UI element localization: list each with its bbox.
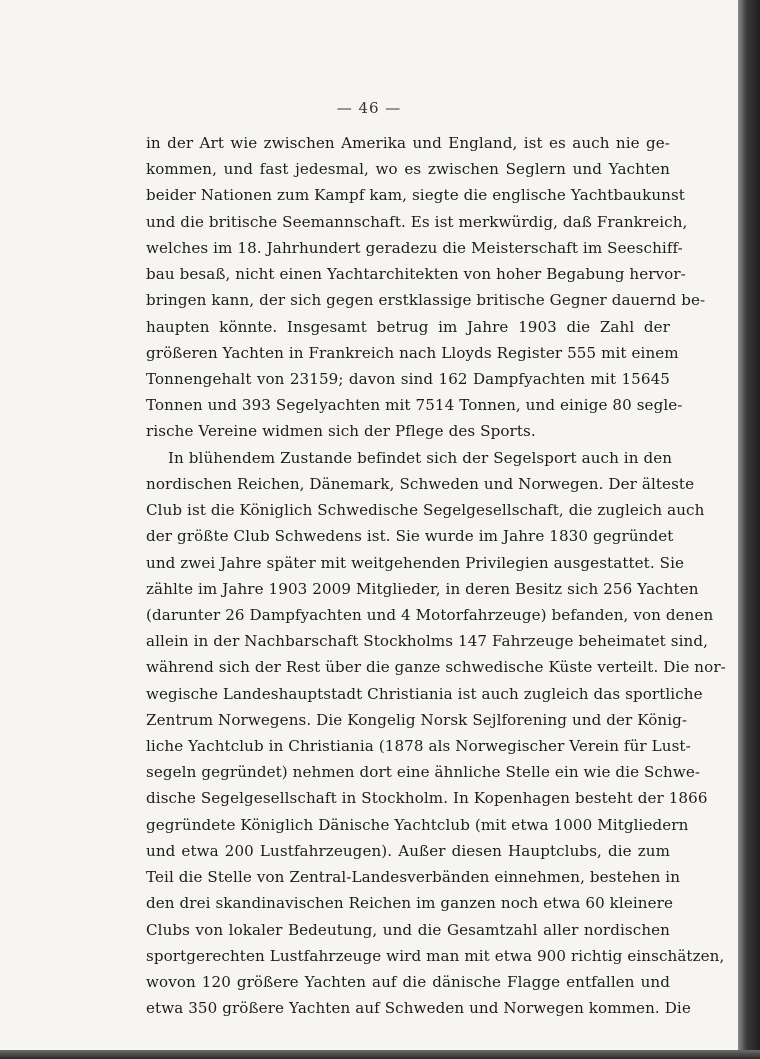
text-line: während sich der Rest über die ganze schwedische Küste verteilt. Die nor- <box>146 658 726 677</box>
text-line: größeren Yachten in Frankreich nach Lloyds Register 555 mit einem <box>146 343 679 362</box>
text-line: liche Yachtclub in Christiania (1878 als Norwegischer Verein für Lust- <box>146 737 691 756</box>
text-line: Clubs von lokaler Bedeutung, und die Gesamtzahl aller nordischen <box>146 920 670 939</box>
body-text <box>146 130 726 1021</box>
text-line: in der Art wie zwischen Amerika und England, ist es auch nie ge- <box>146 134 670 152</box>
text-line: wovon 120 größere Yachten auf die dänische Flagge entfallen und <box>146 973 670 991</box>
text-line: rische Vereine widmen sich der Pflege des Sports. <box>146 422 536 441</box>
text-line: zählte im Jahre 1903 2009 Mitglieder, in deren Besitz sich 256 Yachten <box>146 579 699 598</box>
scan-edge-bottom <box>0 1050 760 1059</box>
text-line: beider Nationen zum Kampf kam, siegte die englische Yachtbaukunst <box>146 186 685 205</box>
text-line: Club ist die Königlich Schwedische Segelgesellschaft, die zugleich auch <box>146 501 705 520</box>
text-line: sportgerechten Lustfahrzeuge wird man mit etwa 900 richtig einschätzen, <box>146 946 725 965</box>
page-number: — 46 — <box>336 99 402 117</box>
text-line: allein in der Nachbarschaft Stockholms 147 Fahrzeuge beheimatet sind, <box>146 632 708 651</box>
text-line: In blühendem Zustande befindet sich der Segelsport auch in den <box>168 448 673 467</box>
text-line: bau besaß, nicht einen Yachtarchitekten von hoher Begabung hervor- <box>146 265 686 284</box>
text-line: bringen kann, der sich gegen erstklassige britische Gegner dauernd be- <box>146 291 706 310</box>
text-line: etwa 350 größere Yachten auf Schweden und Norwegen kommen. Die <box>146 999 691 1018</box>
text-line: den drei skandinavischen Reichen im ganzen noch etwa 60 kleinere <box>146 894 674 913</box>
text-line: (darunter 26 Dampfyachten und 4 Motorfahrzeuge) befanden, von denen <box>146 605 714 624</box>
text-line: welches im 18. Jahrhundert geradezu die Meisterschaft im Seeschiff- <box>146 238 683 257</box>
text-line: Tonnen und 393 Segelyachten mit 7514 Tonnen, und einige 80 segle- <box>146 396 683 415</box>
text-line: haupten könnte. Insgesamt betrug im Jahre 1903 die Zahl der <box>146 317 670 336</box>
text-line: Teil die Stelle von Zentral-Landesverbänden einnehmen, bestehen in <box>146 868 681 887</box>
text-line: kommen, und fast jedesmal, wo es zwischen Seglern und Yachten <box>146 160 670 179</box>
text-line: und etwa 200 Lustfahrzeugen). Außer diesen Hauptclubs, die zum <box>146 841 670 860</box>
text-line: wegische Landeshauptstadt Christiania ist auch zugleich das sportliche <box>146 684 703 703</box>
text-line: nordischen Reichen, Dänemark, Schweden und Norwegen. Der älteste <box>146 474 695 493</box>
text-line: Zentrum Norwegens. Die Kongelig Norsk Sejlforening und der König- <box>146 710 688 729</box>
text-line: dische Segelgesellschaft in Stockholm. In Kopenhagen besteht der 1866 <box>146 789 708 808</box>
text-line: segeln gegründet) nehmen dort eine ähnliche Stelle ein wie die Schwe- <box>146 763 701 782</box>
text-line: Tonnengehalt von 23159; davon sind 162 Dampfyachten mit 15645 <box>146 369 670 388</box>
scan-edge-right <box>738 0 760 1059</box>
text-line: der größte Club Schwedens ist. Sie wurde im Jahre 1830 gegründet <box>146 527 674 546</box>
text-line: und die britische Seemannschaft. Es ist merkwürdig, daß Frankreich, <box>146 212 688 231</box>
text-line: und zwei Jahre später mit weitgehenden Privilegien ausgestattet. Sie <box>146 553 685 572</box>
text-line: gegründete Königlich Dänische Yachtclub (mit etwa 1000 Mitgliedern <box>146 815 689 834</box>
